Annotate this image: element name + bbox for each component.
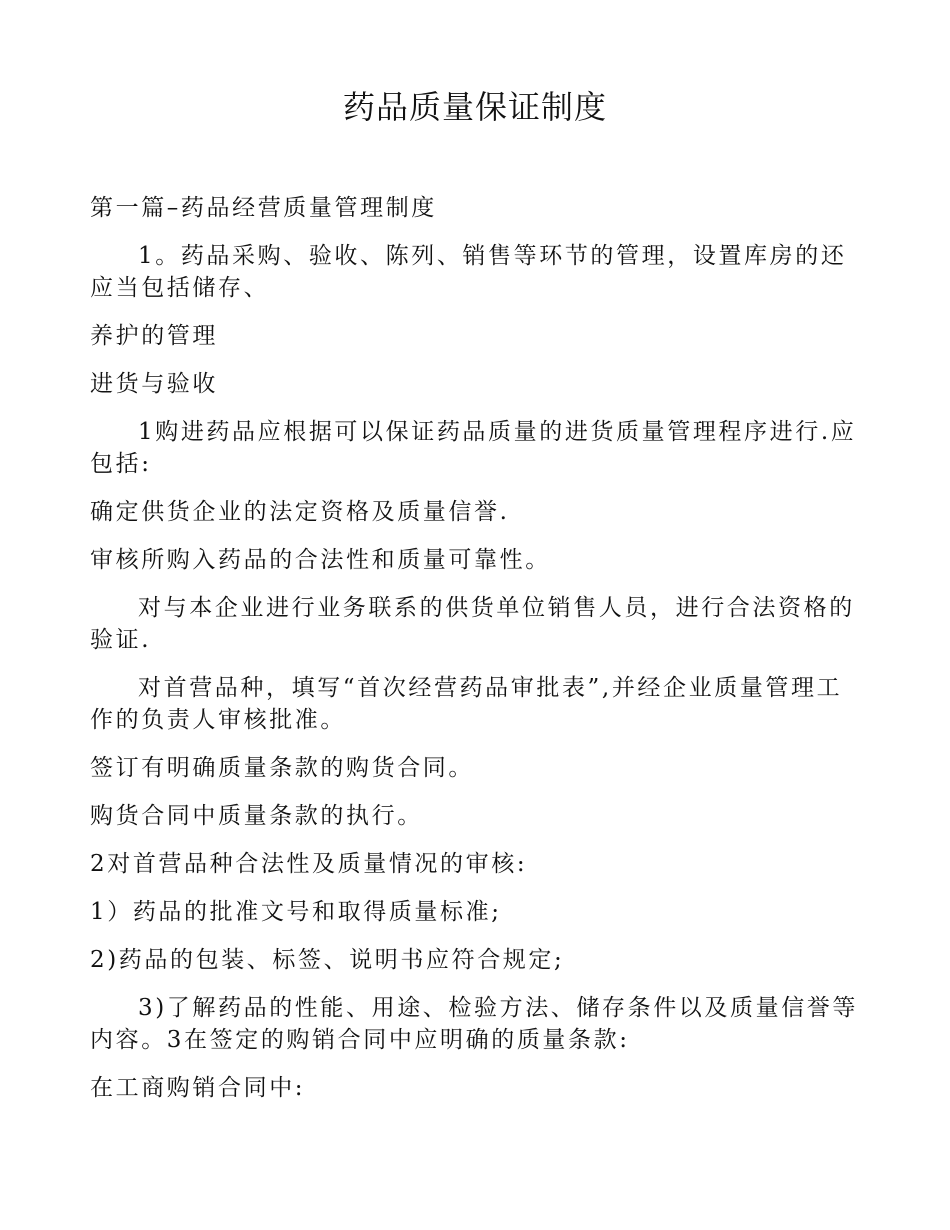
paragraph: 1。药品采购、验收、陈列、销售等环节的管理，设置库房的还应当包括储存、 [90,243,847,301]
paragraph: 签订有明确质量条款的购货合同。 [90,755,474,781]
paragraph: 对首营品种，填写“首次经营药品审批表”,并经企业质量管理工作的负责人审核批准。 [90,675,843,733]
paragraph: 确定供货企业的法定资格及质量信誉. [90,499,510,525]
paragraph: 3)了解药品的性能、用途、检验方法、储存条件以及质量信誉等内容。3在签定的购销合同中应明确的质量条款: [90,995,859,1053]
paragraph: 1）药品的批准文号和取得质量标准; [90,899,502,925]
paragraph: 养护的管理 [90,323,218,349]
document-title: 药品质量保证制度 [342,88,607,126]
paragraph: 购货合同中质量条款的执行。 [90,803,423,829]
paragraph: 2)药品的包装、标签、说明书应符合规定; [90,947,565,973]
paragraph: 1购进药品应根据可以保证药品质量的进货质量管理程序进行.应包括: [90,419,857,477]
paragraph: 审核所购入药品的合法性和质量可靠性。 [90,547,551,573]
document-body [90,192,860,1120]
paragraph: 第一篇–药品经营质量管理制度 [90,195,437,221]
paragraph: 在工商购销合同中: [90,1075,306,1101]
paragraph: 对与本企业进行业务联系的供货单位销售人员，进行合法资格的验证. [90,595,855,653]
paragraph: 2对首营品种合法性及质量情况的审核: [90,851,528,877]
paragraph: 进货与验收 [90,371,218,397]
